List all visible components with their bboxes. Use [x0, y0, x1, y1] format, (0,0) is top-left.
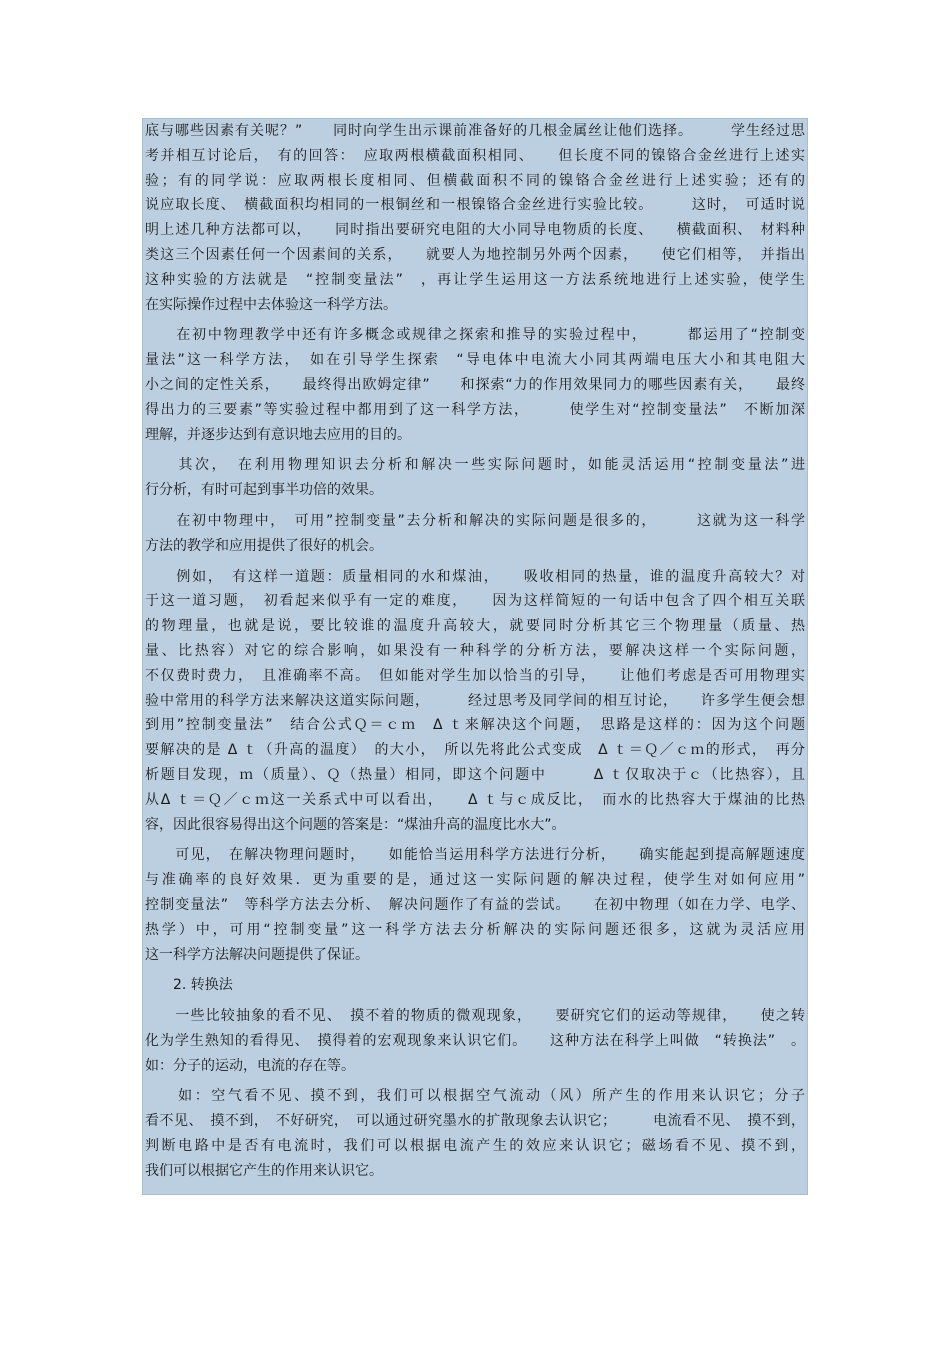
text-line: 容，因此很容易得出这个问题的答案是：“煤油升高的温度比水大”。 — [145, 816, 566, 833]
text-line: 这种实验的方法就是 “控制变量法” ，再让学生运用这一方法系统地进行上述实验，使学生 — [145, 271, 805, 288]
section-heading — [145, 973, 805, 998]
text-line: 在初中物理中， 可用”控制变量”去分析和解决的实际问题是很多的， 这就为这一科学 — [145, 512, 805, 529]
text-line: 判断电路中是否有电流时，我们可以根据电流产生的效应来认识它；磁场看不见、摸不到， — [145, 1138, 805, 1155]
text-line: 于这一道习题， 初看起来似乎有一定的难度， 因为这样简短的一句话中包含了四个相互关联 — [145, 593, 805, 610]
paragraph — [145, 843, 805, 967]
text-line: 要解决的是 Δ ｔ（升高的温度） 的大小， 所以先将此公式变成 Δ ｔ＝Ｑ／ｃｍ的形式， 再分 — [145, 742, 805, 759]
text-line: 如：空气看不见、摸不到，我们可以根据空气流动（风）所产生的作用来认识它；分子 — [145, 1088, 805, 1105]
paragraph — [145, 119, 805, 317]
paragraph — [145, 453, 805, 503]
text-line: 2. 转换法 — [145, 977, 233, 994]
text-line: 析题目发现，ｍ（质量）、Ｑ（热量）相同，即这个问题中 Δ ｔ仅取决于ｃ（比热容），且 — [145, 766, 805, 783]
text-line: 的物理量，也就是说，要比较谁的温度升高较大，就要同时分析其它三个物理量（质量、热 — [145, 618, 805, 635]
highlighted-text-block — [142, 118, 808, 1195]
text-line: 化为学生熟知的看得见、 摸得着的宏观现象来认识它们。 这种方法在科学上叫做 “转换法” 。 — [145, 1032, 805, 1049]
text-line: 得出力的三要素”等实验过程中都用到了这一科学方法， 使学生对“控制变量法” 不断加深 — [145, 401, 805, 418]
text-line: 例如， 有这样一道题：质量相同的水和煤油， 吸收相同的热量，谁的温度升高较大？对 — [145, 568, 805, 585]
paragraph — [145, 509, 805, 559]
text-line: 验；有的同学说：应取两根长度相同、但横截面积不同的镍铬合金丝进行上述实验；还有的 — [145, 172, 805, 189]
text-line: 可见， 在解决物理问题时， 如能恰当运用科学方法进行分析， 确实能起到提高解题速度 — [145, 847, 805, 864]
text-line: 如：分子的运动，电流的存在等。 — [145, 1057, 355, 1074]
text-line: 热学）中，可用“控制变量”这一科学方法去分析解决的实际问题还很多，这就为灵活应用 — [145, 921, 805, 938]
text-line: 行分析，有时可起到事半功倍的效果。 — [145, 482, 383, 499]
text-line: 小之间的定性关系， 最终得出欧姆定律” 和探索“力的作用效果同力的哪些因素有关， 最终 — [145, 376, 805, 393]
text-line: 量、比热容）对它的综合影响，如果没有一种科学的分析方法，要解决这样一个实际问题， — [145, 642, 805, 659]
text-line: 其次， 在利用物理知识去分析和解决一些实际问题时，如能灵活运用“控制变量法”进 — [145, 457, 805, 474]
text-line: 在初中物理教学中还有许多概念或规律之探索和推导的实验过程中， 都运用了“控制变 — [145, 327, 805, 344]
text-line: 到用”控制变量法” 结合公式Ｑ＝ｃｍ Δ ｔ来解决这个问题， 思路是这样的：因为这个问题 — [145, 717, 805, 734]
text-line: 理解，并逐步达到有意识地去应用的目的。 — [145, 426, 411, 443]
text-line: 方法的教学和应用提供了很好的机会。 — [145, 537, 383, 554]
text-line: 底与哪些因素有关呢？” 同时向学生出示课前准备好的几根金属丝让他们选择。 学生经过思 — [145, 123, 805, 139]
paragraph — [145, 1084, 805, 1183]
text-line: 量法”这一科学方法， 如在引导学生探索 “导电体中电流大小同其两端电压大小和其电阻大 — [145, 352, 805, 369]
paragraph — [145, 565, 805, 838]
text-line: 说应取长度、 横截面积均相同的一根铜丝和一根镍铬合金丝进行实验比较。 这时， 可适时说 — [145, 197, 805, 214]
text-line: 明上述几种方法都可以， 同时指出要研究电阻的大小同导电物质的长度、 横截面积、 材料种 — [145, 222, 805, 239]
text-line: 一些比较抽象的看不见、 摸不着的物质的微观现象， 要研究它们的运动等规律， 使之转 — [145, 1008, 805, 1025]
paragraph — [145, 1004, 805, 1078]
text-line: 不仅费时费力， 且准确率不高。 但如能对学生加以恰当的引导， 让他们考虑是否可用物理实 — [145, 667, 805, 684]
text-line: 考并相互讨论后， 有的回答： 应取两根横截面积相同、 但长度不同的镍铬合金丝进行上述实 — [145, 147, 805, 164]
text-line: 看不见、 摸不到， 不好研究， 可以通过研究墨水的扩散现象去认识它； 电流看不见、 摸不到， — [145, 1113, 805, 1130]
text-line: 这一科学方法解决问题提供了保证。 — [145, 946, 369, 963]
text-line: 在实际操作过程中去体验这一科学方法。 — [145, 296, 397, 313]
text-line: 从Δ ｔ＝Ｑ／ｃｍ这一关系式中可以看出， Δ ｔ与ｃ成反比， 而水的比热容大于煤油的比热 — [145, 791, 805, 808]
text-line: 类这三个因素任何一个因素间的关系， 就要人为地控制另外两个因素， 使它们相等， 并指出 — [145, 246, 805, 263]
text-line: 控制变量法” 等科学方法去分析、 解决问题作了有益的尝试。 在初中物理（如在力学、电学、 — [145, 896, 805, 913]
text-line: 验中常用的科学方法来解决这道实际问题， 经过思考及同学间的相互讨论， 许多学生便会想 — [145, 692, 805, 709]
paragraph — [145, 323, 805, 447]
text-line: 我们可以根据它产生的作用来认识它。 — [145, 1162, 383, 1179]
text-line: 与准确率的良好效果．更为重要的是，通过这一实际问题的解决过程，使学生对如何应用” — [145, 872, 805, 889]
